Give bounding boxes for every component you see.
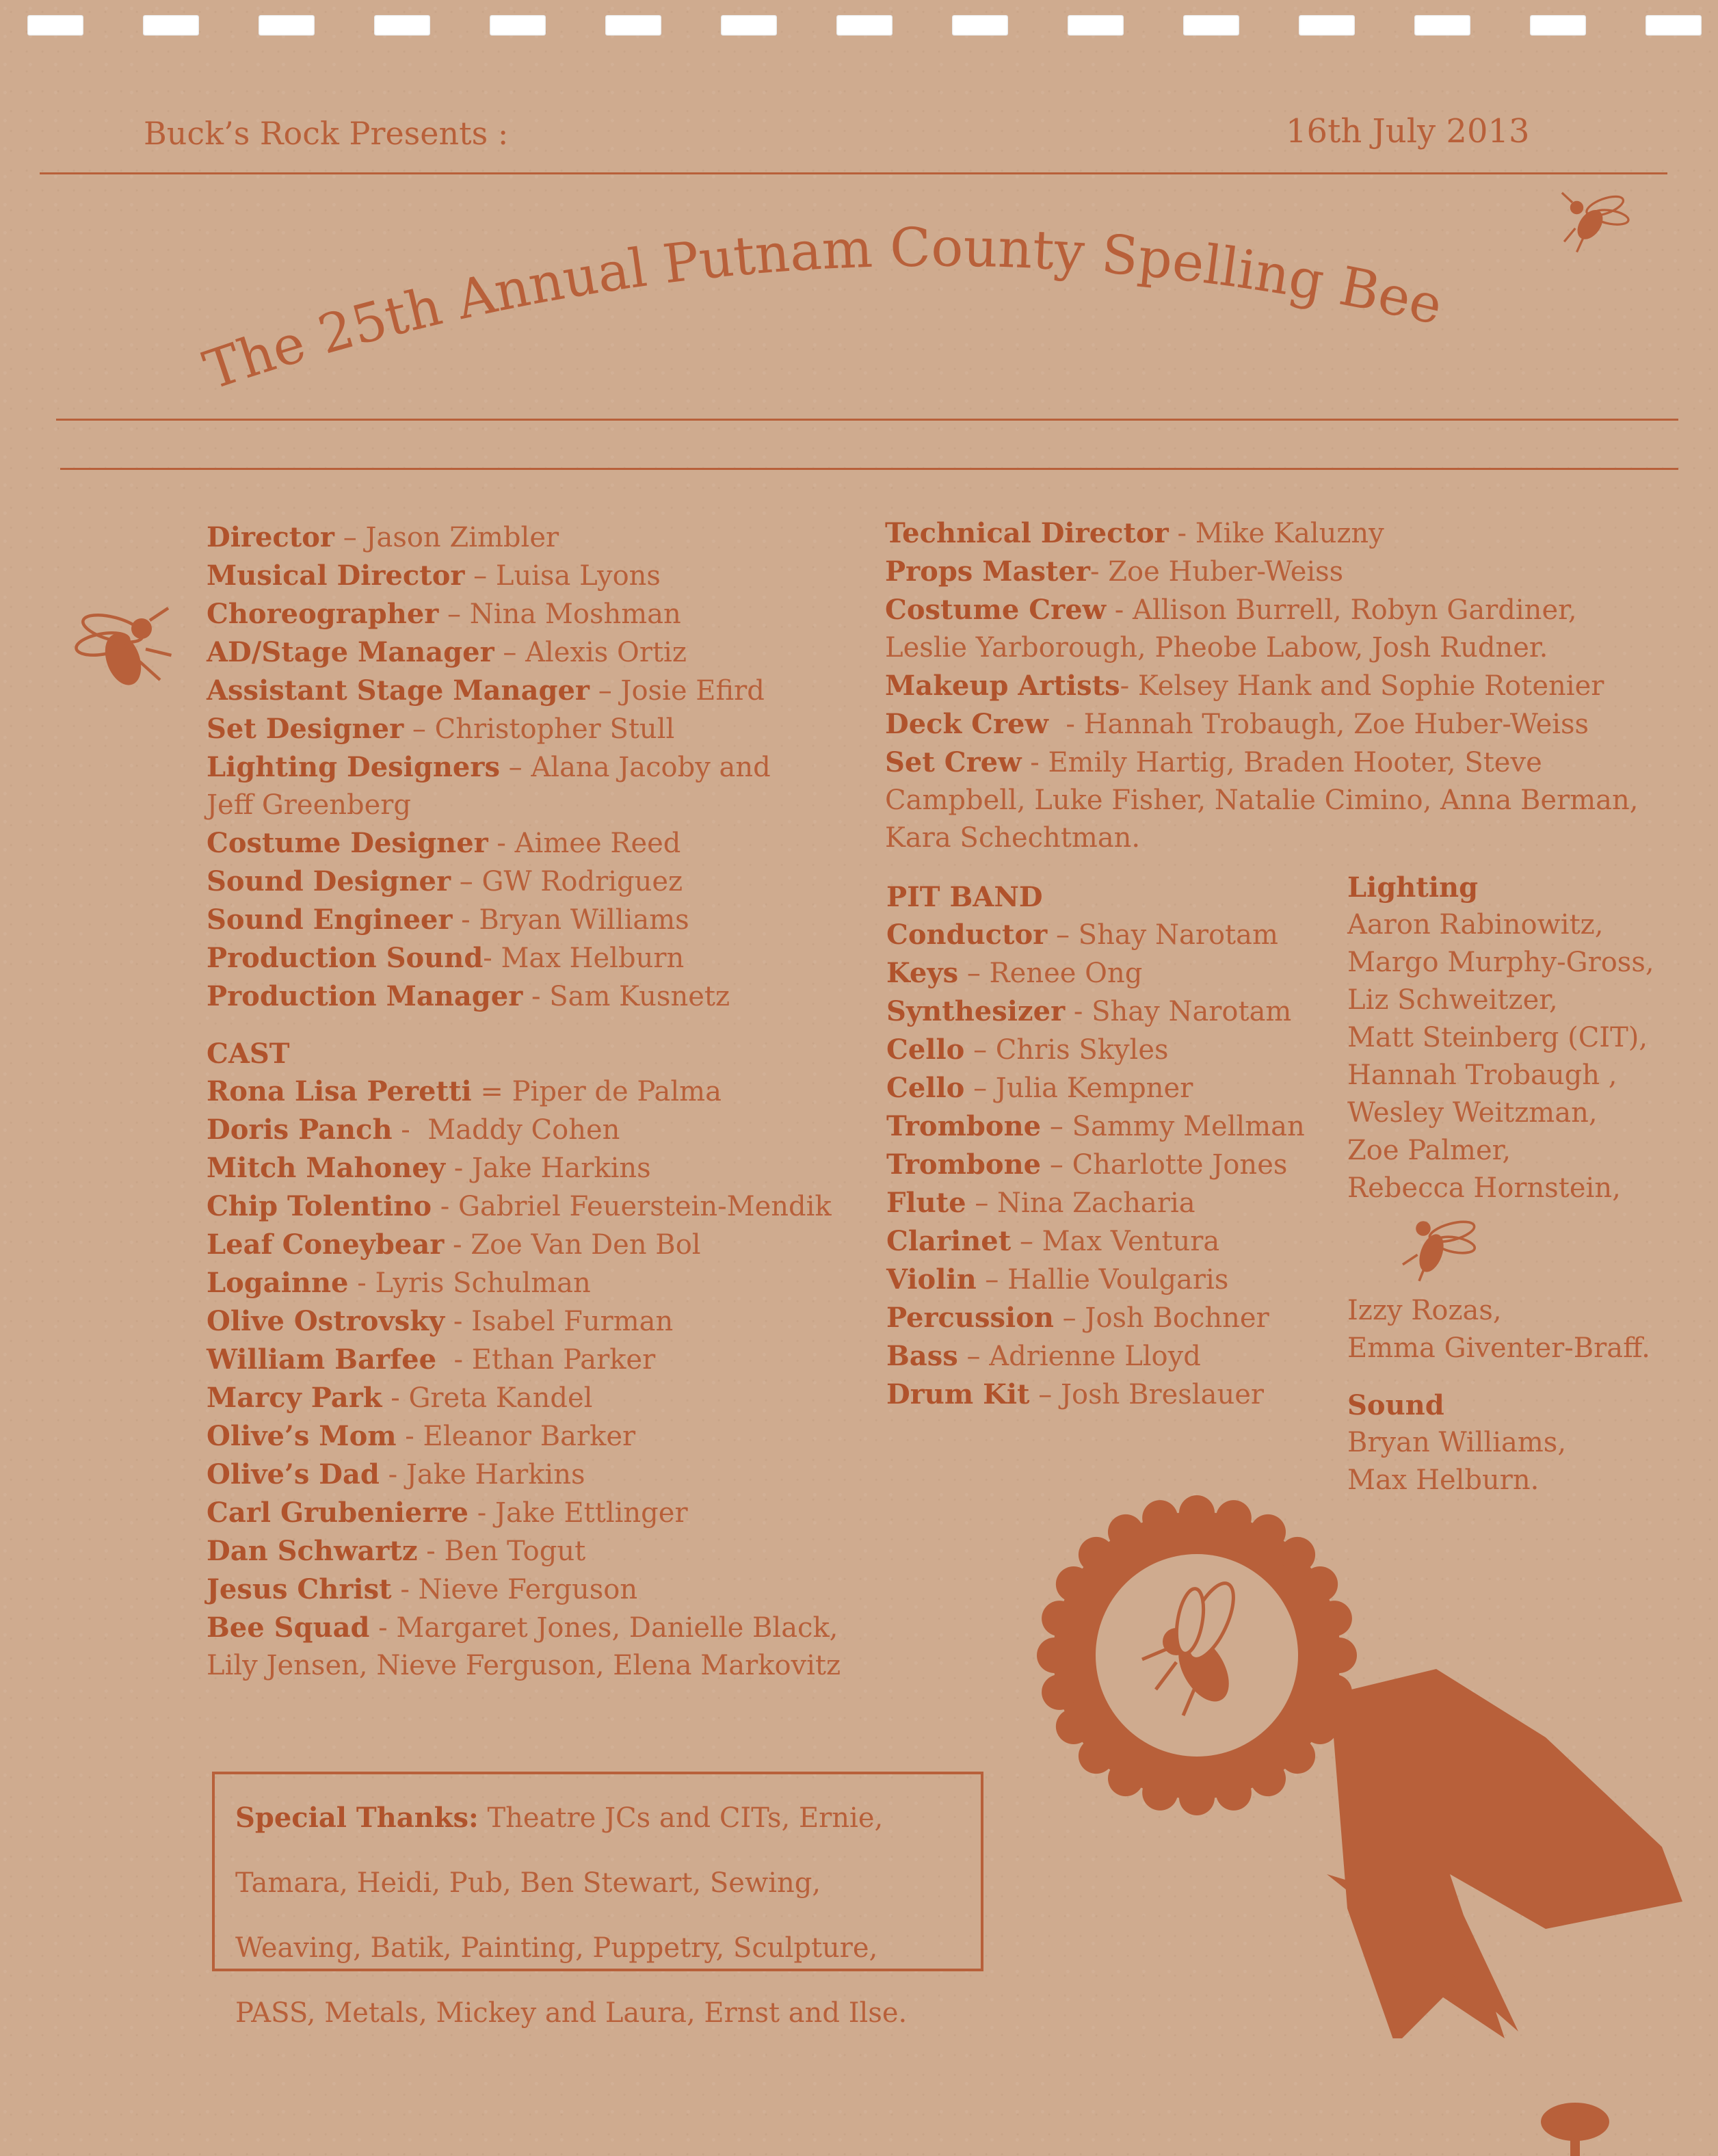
binding-hole — [259, 15, 315, 36]
credit-name: Mike Kaluzny — [1195, 518, 1384, 549]
rosette-scallop — [1302, 1709, 1338, 1744]
credit-name: Sammy Mellman — [1072, 1111, 1305, 1142]
credit-name: Josh Bochner — [1085, 1302, 1269, 1334]
lighting-name: Aaron Rabinowitz, — [1347, 909, 1604, 941]
credit-role: AD/Stage Manager — [207, 636, 494, 668]
credit-name: Shay Narotam — [1078, 919, 1278, 951]
pit-band-credit-line — [886, 1337, 1351, 1376]
bee-icon — [74, 598, 197, 700]
crew-credit-line — [885, 629, 1706, 667]
cast-credit-line — [207, 1532, 890, 1570]
credit-separator: – — [464, 560, 496, 592]
credit-role: Drum Kit — [886, 1378, 1030, 1410]
lighting-name: Wesley Weitzman, — [1347, 1097, 1598, 1129]
credit-name: Bryan Williams — [479, 904, 689, 936]
credit-name: Max Helburn — [501, 943, 685, 974]
credit-role: Keys — [886, 957, 959, 989]
credit-separator: - — [1065, 996, 1092, 1027]
cast-credit-line — [207, 1379, 890, 1417]
credit-role: Choreographer — [207, 598, 439, 630]
rosette-scallop — [1108, 1761, 1144, 1796]
binding-hole — [1068, 15, 1124, 36]
credit-separator: – — [958, 958, 990, 989]
credit-separator: – — [1029, 1379, 1061, 1410]
crew-credit-line — [207, 672, 890, 710]
credit-name: Leslie Yarborough, Pheobe Labow, Josh Rudner. — [885, 632, 1548, 663]
credit-name: Charlotte Jones — [1072, 1149, 1288, 1181]
credit-separator: - — [382, 1382, 409, 1414]
lighting-name: Liz Schweitzer, — [1347, 984, 1558, 1016]
credit-role: Cello — [886, 1072, 965, 1104]
special-thanks-box — [212, 1772, 983, 2029]
credit-name: Emily Hartig, Braden Hooter, Steve — [1048, 747, 1542, 778]
credit-name: Julia Kempner — [995, 1073, 1193, 1104]
credit-separator: – — [589, 675, 621, 707]
credit-name: Christopher Stull — [434, 713, 675, 745]
rosette-scallop — [1317, 1674, 1352, 1710]
svg-text:The 25th Annual Putnam County — [196, 217, 1448, 402]
lighting-name: Margo Murphy-Gross, — [1347, 947, 1654, 978]
credit-separator: - — [369, 1612, 397, 1644]
crew-credit-line — [207, 824, 890, 863]
credit-role: Jesus Christ — [207, 1573, 392, 1605]
binding-hole — [1530, 15, 1586, 36]
credit-role: Props Master — [885, 555, 1090, 588]
credit-name: Ethan Parker — [471, 1344, 656, 1376]
show-date: 16th July 2013 — [1286, 112, 1530, 150]
binding-hole — [605, 15, 661, 36]
credit-name: Kara Schechtman. — [885, 822, 1141, 854]
rosette-scallop — [1179, 1780, 1215, 1815]
cast-credit-line — [207, 1570, 890, 1609]
lighting-heading: Lighting — [1347, 871, 1479, 904]
lighting-crew-list — [1347, 869, 1703, 1499]
lighting-name: Zoe Palmer, — [1347, 1135, 1511, 1166]
tree-icon — [1537, 2100, 1613, 2156]
special-thanks-line: Tamara, Heidi, Pub, Ben Stewart, Sewing, — [235, 1867, 821, 1899]
rosette-scallop — [1056, 1709, 1092, 1744]
show-title-text: The 25th Annual Putnam County Spelling Bee — [196, 217, 1449, 402]
special-thanks-line: Weaving, Batik, Painting, Puppetry, Sculpture, — [235, 1932, 878, 1964]
binding-hole — [1299, 15, 1355, 36]
credit-role: Clarinet — [886, 1225, 1012, 1257]
credit-role: Violin — [886, 1263, 977, 1296]
credit-name: Greta Kandel — [408, 1382, 593, 1414]
credit-separator: - — [1168, 518, 1195, 549]
credit-name: Jake Ettlinger — [494, 1497, 688, 1529]
credit-name: Isabel Furman — [471, 1306, 674, 1337]
credit-separator: - — [1021, 747, 1048, 778]
credit-role: Costume Designer — [207, 827, 488, 859]
credit-name: Max Ventura — [1042, 1226, 1220, 1257]
crew-credit-line — [207, 557, 890, 595]
credit-separator: - — [523, 981, 550, 1012]
credit-role: Set Designer — [207, 713, 404, 745]
rosette-scallop — [1037, 1638, 1072, 1673]
credit-separator: - — [488, 828, 515, 859]
credit-separator: - — [483, 943, 501, 974]
special-thanks-label: Special Thanks: — [235, 1802, 479, 1834]
credit-role: Production Manager — [207, 980, 523, 1012]
credit-name: Nina Moshman — [469, 599, 681, 630]
binding-hole — [374, 15, 430, 36]
credit-name: Zoe Huber-Weiss — [1108, 556, 1344, 588]
cast-credit-line — [207, 1264, 890, 1302]
credit-role: Carl Grubenierre — [207, 1497, 469, 1529]
credit-name: Allison Burrell, Robyn Gardiner, — [1133, 594, 1577, 626]
credit-name: Josie Efird — [620, 675, 765, 707]
binding-hole — [1414, 15, 1470, 36]
credit-separator: – — [1047, 919, 1079, 951]
rosette-scallop — [1250, 1514, 1286, 1550]
pit-band-credit-line — [886, 1184, 1351, 1222]
rosette-scallop — [1079, 1537, 1114, 1573]
credit-role: Dan Schwartz — [207, 1535, 418, 1567]
credit-separator: - — [468, 1497, 495, 1529]
rosette-scallop — [1108, 1514, 1144, 1550]
credit-role: Chip Tolentino — [207, 1190, 432, 1222]
credit-role: Logainne — [207, 1267, 349, 1299]
credit-name: Gabriel Feuerstein-Mendik — [458, 1191, 832, 1222]
crew-credit-line — [885, 667, 1706, 705]
crew-credit-line — [207, 901, 890, 939]
pit-band-credit-line — [886, 1069, 1351, 1107]
credit-role: Sound Designer — [207, 865, 451, 897]
credit-separator: = — [471, 1076, 512, 1107]
sound-name: Max Helburn. — [1347, 1464, 1539, 1496]
rosette-scallop — [1079, 1738, 1114, 1774]
crew-credit-line — [207, 939, 890, 977]
pit-band-credit-line — [886, 1261, 1351, 1299]
binding-hole — [143, 15, 199, 36]
rosette-scallop — [1321, 1638, 1357, 1673]
credit-separator: – — [334, 522, 366, 553]
credit-name: Josh Breslauer — [1060, 1379, 1264, 1410]
sound-name: Bryan Williams, — [1347, 1427, 1567, 1458]
credit-name: Zoe Van Den Bol — [471, 1229, 701, 1261]
pit-band-heading: PIT BAND — [886, 881, 1043, 913]
credit-name: Adrienne Lloyd — [989, 1341, 1201, 1372]
credit-role: Production Sound — [207, 942, 484, 974]
credit-separator: - — [445, 1153, 472, 1184]
credit-role: Sound Engineer — [207, 904, 453, 936]
crew-credit-line — [885, 553, 1706, 591]
crew-credit-line — [885, 591, 1706, 629]
credit-role: Leaf Coneybear — [207, 1228, 445, 1261]
crew-credit-line — [207, 710, 890, 748]
crew-credit-line — [207, 748, 890, 787]
credit-role: Conductor — [886, 919, 1048, 951]
rosette-scallop — [1142, 1775, 1178, 1811]
credit-role: Assistant Stage Manager — [207, 674, 590, 707]
credit-name: Nieve Ferguson — [418, 1574, 638, 1605]
credit-role: Flute — [886, 1187, 966, 1219]
rosette-scallop — [1056, 1566, 1092, 1602]
binding-hole — [1183, 15, 1239, 36]
show-title — [171, 192, 1580, 417]
binding-hole — [836, 15, 893, 36]
rosette-scallop — [1280, 1738, 1315, 1774]
credit-name: Campbell, Luke Fisher, Natalie Cimino, Anna Berman, — [885, 785, 1639, 816]
rosette-scallop — [1216, 1775, 1252, 1811]
pit-band-credit-line — [886, 1222, 1351, 1261]
cast-credit-line — [207, 1341, 890, 1379]
cast-credit-line — [207, 1417, 890, 1456]
crew-credit-line — [885, 705, 1706, 744]
cast-credit-line — [207, 1494, 890, 1532]
crew-credit-line — [207, 787, 890, 824]
cast-credit-line — [207, 1149, 890, 1187]
credit-separator: – — [404, 713, 435, 745]
pit-band-credit-line — [886, 1107, 1351, 1146]
credit-role: Deck Crew — [885, 708, 1048, 740]
bee-icon — [1546, 183, 1635, 259]
pit-band-credit-line — [886, 916, 1351, 954]
lighting-name: Emma Giventer-Braff. — [1347, 1332, 1650, 1364]
binding-hole — [27, 15, 83, 36]
rosette-scallop — [1179, 1495, 1215, 1531]
header-rule-bottom — [60, 468, 1678, 470]
rosette-scallop — [1142, 1500, 1178, 1536]
ribbon-rosette-icon — [1026, 1491, 1696, 2038]
credit-name: Alexis Ortiz — [525, 637, 687, 668]
crew-credit-line — [207, 595, 890, 633]
credit-role: Lighting Designers — [207, 751, 500, 783]
credit-separator: – — [964, 1073, 996, 1104]
credit-name: Eleanor Barker — [423, 1421, 636, 1452]
spiral-binding-holes — [0, 15, 1718, 42]
credit-role: Marcy Park — [207, 1382, 382, 1414]
credit-role: Musical Director — [207, 560, 465, 592]
cast-credit-line — [207, 1187, 890, 1226]
credit-role: Costume Crew — [885, 594, 1107, 626]
credit-name: Piper de Palma — [512, 1076, 722, 1107]
binding-hole — [721, 15, 777, 36]
header-rule-top — [40, 172, 1667, 174]
cast-credit-line — [207, 1609, 890, 1647]
binding-hole — [490, 15, 546, 36]
credit-name: Luisa Lyons — [495, 560, 661, 592]
credit-name: Hallie Voulgaris — [1007, 1264, 1229, 1296]
cast-credit-line — [207, 1647, 890, 1685]
credit-separator: - — [348, 1267, 375, 1299]
lighting-name: Matt Steinberg (CIT), — [1347, 1022, 1648, 1053]
credit-role: Doris Panch — [207, 1114, 393, 1146]
pit-band-credit-line — [886, 1299, 1351, 1337]
credit-separator: - — [432, 1191, 458, 1222]
crew-credit-line — [885, 782, 1706, 819]
credit-name: Jeff Greenberg — [207, 789, 412, 821]
pit-band-credit-line — [886, 954, 1351, 992]
credit-name: Hannah Trobaugh, Zoe Huber-Weiss — [1083, 709, 1589, 740]
crew-credit-line — [885, 819, 1706, 857]
credit-separator: - — [1106, 594, 1133, 626]
credit-role: Bee Squad — [207, 1612, 370, 1644]
credit-separator: – — [1041, 1111, 1072, 1142]
pit-band-credit-line — [886, 1146, 1351, 1184]
credit-separator: – — [1053, 1302, 1085, 1334]
crew-credit-line — [207, 518, 890, 557]
sound-heading: Sound — [1347, 1389, 1444, 1421]
credit-role: William Barfee — [207, 1343, 437, 1376]
credit-role: Trombone — [886, 1110, 1042, 1142]
credit-separator: - — [417, 1536, 445, 1567]
crew-credit-line — [207, 977, 890, 1016]
credit-role: Rona Lisa Peretti — [207, 1075, 472, 1107]
credit-separator: - — [1048, 709, 1084, 740]
credit-name: Shay Narotam — [1092, 996, 1292, 1027]
cast-credit-line — [207, 1456, 890, 1494]
rosette-scallop — [1216, 1500, 1252, 1536]
credit-separator: – — [1011, 1226, 1042, 1257]
pit-band-credit-line — [886, 1031, 1351, 1069]
pit-band-credit-line — [886, 1376, 1351, 1414]
rosette-scallop — [1317, 1601, 1352, 1636]
credit-role: Percussion — [886, 1302, 1054, 1334]
credit-separator: - — [391, 1574, 419, 1605]
crew-credit-line — [885, 514, 1706, 553]
credit-separator: - — [452, 904, 479, 936]
crew-list-left — [207, 518, 890, 1685]
special-thanks-line: PASS, Metals, Mickey and Laura, Ernst and Ilse. — [235, 1997, 908, 2029]
credit-role: Bass — [886, 1340, 958, 1372]
credit-name: Renee Ong — [989, 958, 1143, 989]
credit-separator: – — [964, 1034, 996, 1066]
header-rule-mid — [56, 419, 1678, 421]
credit-role: Trombone — [886, 1148, 1042, 1181]
credit-name: Sam Kusnetz — [549, 981, 730, 1012]
cast-credit-line — [207, 1226, 890, 1264]
credit-separator: – — [966, 1187, 998, 1219]
credit-role: Technical Director — [885, 517, 1169, 549]
credit-separator: - — [1089, 556, 1109, 588]
credit-role: Cello — [886, 1034, 965, 1066]
credit-name: Maddy Cohen — [427, 1114, 620, 1146]
credit-role: Olive Ostrovsky — [207, 1305, 445, 1337]
credit-role: Director — [207, 521, 334, 553]
credit-name: Margaret Jones, Danielle Black, — [396, 1612, 838, 1644]
credit-separator: - — [436, 1344, 472, 1376]
rosette-scallop — [1042, 1674, 1077, 1710]
binding-hole — [1646, 15, 1702, 36]
rosette-scallop — [1042, 1601, 1077, 1636]
credit-role: Synthesizer — [886, 995, 1066, 1027]
credit-name: GW Rodriguez — [481, 866, 683, 897]
pit-band-list — [886, 878, 1351, 1414]
rosette-scallop — [1302, 1566, 1338, 1602]
credit-role: Makeup Artists — [885, 670, 1120, 702]
credit-separator: – — [494, 637, 526, 668]
credit-separator: - — [392, 1114, 428, 1146]
crew-list-right — [885, 514, 1706, 857]
cast-credit-line — [207, 1111, 890, 1149]
credit-separator: – — [438, 599, 470, 630]
cast-credit-line — [207, 1073, 890, 1111]
special-thanks-text: Theatre JCs and CITs, Ernie, — [478, 1802, 884, 1834]
pit-band-credit-line — [886, 992, 1351, 1031]
credit-separator: – — [976, 1264, 1008, 1296]
credit-separator: - — [445, 1306, 472, 1337]
cast-heading: CAST — [207, 1038, 290, 1070]
credit-name: Aimee Reed — [514, 828, 681, 859]
lighting-name: Izzy Rozas, — [1347, 1295, 1502, 1326]
credit-separator: – — [499, 752, 531, 783]
rosette-scallop — [1280, 1537, 1315, 1573]
credit-separator: – — [1041, 1149, 1072, 1181]
credit-name: Lyris Schulman — [375, 1267, 591, 1299]
credit-name: Chris Skyles — [995, 1034, 1169, 1066]
credit-separator: - — [379, 1459, 406, 1490]
presenter-text: Buck’s Rock Presents : — [144, 115, 509, 152]
lighting-name: Hannah Trobaugh , — [1347, 1060, 1617, 1091]
lighting-name: Rebecca Hornstein, — [1347, 1172, 1621, 1204]
credit-name: Kelsey Hank and Sophie Rotenier — [1137, 670, 1604, 702]
credit-separator: – — [451, 866, 482, 897]
credit-name: Lily Jensen, Nieve Ferguson, Elena Markovitz — [207, 1650, 841, 1681]
credit-name: Ben Togut — [444, 1536, 586, 1567]
credit-separator: - — [396, 1421, 423, 1452]
cast-credit-line — [207, 1302, 890, 1341]
crew-credit-line — [207, 633, 890, 672]
credit-role: Set Crew — [885, 746, 1022, 778]
credit-separator: - — [1120, 670, 1138, 702]
credit-role: Olive’s Dad — [207, 1458, 380, 1490]
credit-name: Alana Jacoby and — [531, 752, 771, 783]
credit-separator: - — [444, 1229, 471, 1261]
credit-separator: – — [957, 1341, 990, 1372]
binding-hole — [952, 15, 1008, 36]
credit-role: Mitch Mahoney — [207, 1152, 446, 1184]
crew-credit-line — [885, 744, 1706, 782]
credit-name: Jake Harkins — [406, 1459, 585, 1490]
credit-name: Nina Zacharia — [997, 1187, 1195, 1219]
credit-name: Jason Zimbler — [365, 522, 559, 553]
crew-credit-line — [207, 863, 890, 901]
credit-role: Olive’s Mom — [207, 1420, 397, 1452]
rosette-scallop — [1250, 1761, 1286, 1796]
credit-name: Jake Harkins — [472, 1153, 651, 1184]
